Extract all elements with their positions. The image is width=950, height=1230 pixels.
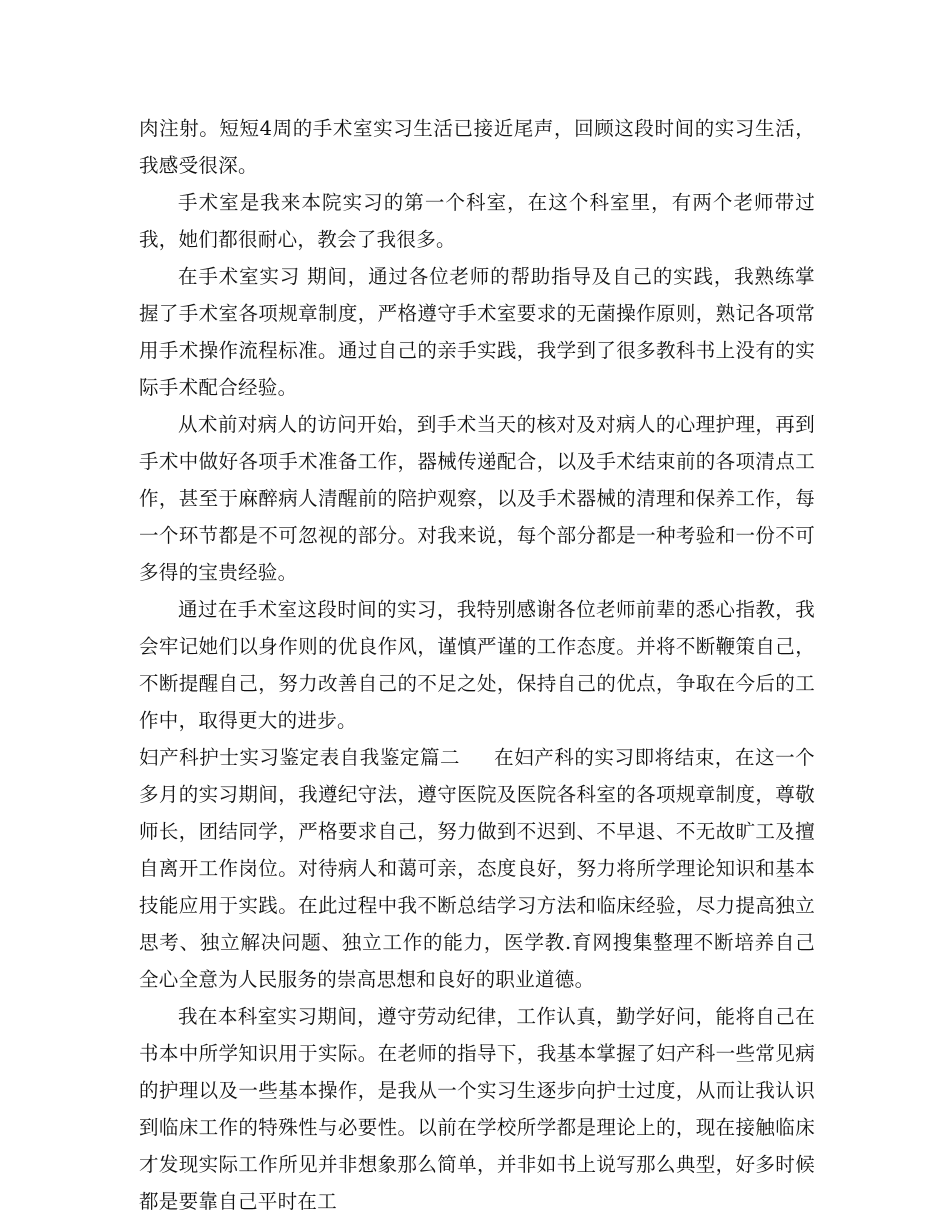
paragraph-teachers: 手术室是我来本院实习的第一个科室，在这个科室里，有两个老师带过我，她们都很耐心，教会了我很多。 [139, 191, 815, 251]
section-heading: 妇产科护士实习鉴定表自我鉴定篇二 [139, 746, 461, 769]
document-body [139, 110, 815, 1220]
section-two [139, 739, 815, 998]
paragraph-practice: 在手术室实习 期间，通过各位老师的帮助指导及自己的实践，我熟练掌握了手术室各项规章制度，严格遵守手术室要求的无菌操作原则，熟记各项常用手术操作流程标准。通过自己的亲手实践，我学到了很多教科书上没有的实际手术配合经验。 [139, 265, 815, 399]
section-first-paragraph: 在妇产科的实习即将结束，在这一个多月的实习期间，我遵纪守法，遵守医院及医院各科室的各项规章制度，尊敬师长，团结同学，严格要求自己，努力做到不迟到、不早退、不无故旷工及擅自离开工作岗位。对待病人和蔼可亲，态度良好，努力将所学理论知识和基本技能应用于实践。在此过程中我不断总结学习方法和临床经验，尽力提高独立思考、独立解决问题、独立工作的能力，医学教.育网搜集整理不断培养自己全心全意为人民服务的崇高思想和良好的职业道德。 [139, 746, 815, 991]
paragraph-gratitude: 通过在手术室这段时间的实习，我特别感谢各位老师前辈的悉心指教，我会牢记她们以身作则的优良作风，谨慎严谨的工作态度。并将不断鞭策自己，不断提醒自己，努力改善自己的不足之处，保持自己的优点，争取在今后的工作中，取得更大的进步。 [139, 598, 815, 732]
paragraph-department-practice: 我在本科室实习期间，遵守劳动纪律，工作认真，勤学好问，能将自己在书本中所学知识用于实际。在老师的指导下，我基本掌握了妇产科一些常见病的护理以及一些基本操作，是我从一个实习生逐步向护士过度，从而让我认识到临床工作的特殊性与必要性。以前在学校所学都是理论上的，现在接触临床才发现实际工作所见并非想象那么简单，并非如书上说写那么典型，好多时候都是要靠自己平时在工 [139, 1005, 815, 1213]
paragraph-continuation: 肉注射。短短4周的手术室实习生活已接近尾声，回顾这段时间的实习生活，我感受很深。 [139, 117, 815, 177]
paragraph-workflow: 从术前对病人的访问开始，到手术当天的核对及对病人的心理护理，再到手术中做好各项手术准备工作，器械传递配合，以及手术结束前的各项清点工作，甚至于麻醉病人清醒前的陪护观察，以及手术器械的清理和保养工作，每一个环节都是不可忽视的部分。对我来说，每个部分都是一种考验和一份不可多得的宝贵经验。 [139, 413, 815, 584]
